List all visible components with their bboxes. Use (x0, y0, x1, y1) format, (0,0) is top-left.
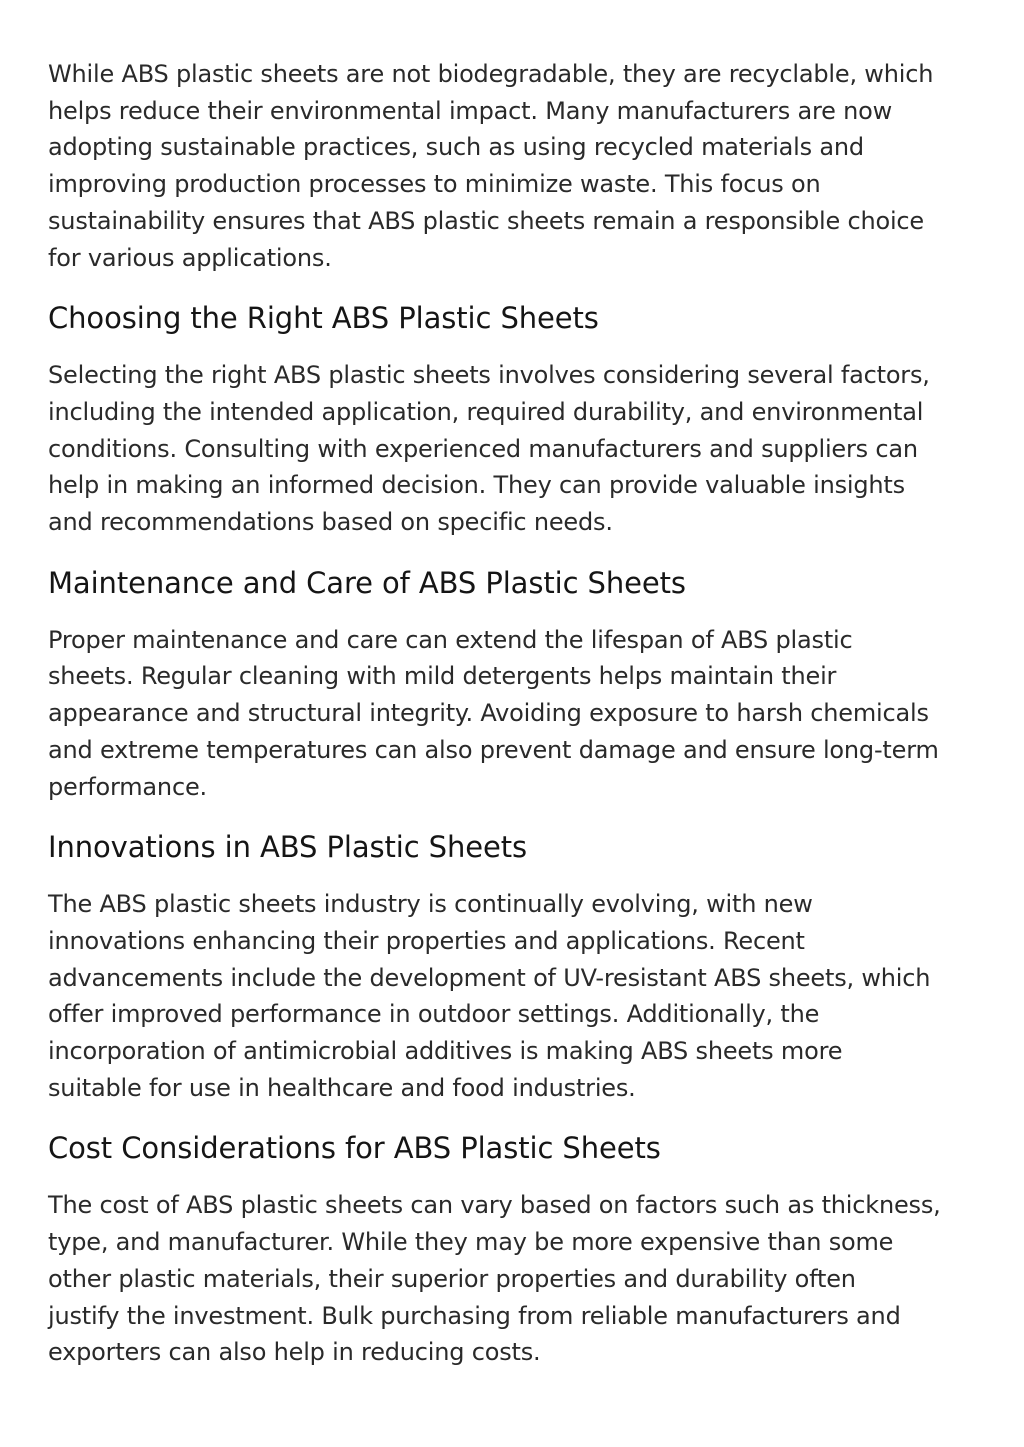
paragraph-line: helps reduce their environmental impact. Many manufacturers are now (48, 96, 893, 125)
paragraph-line: justify the investment. Bulk purchasing from reliable manufacturers and (48, 1301, 901, 1330)
section-paragraph-maintenance (48, 622, 983, 806)
paragraph-line: exporters can also help in reducing costs. (48, 1338, 541, 1367)
paragraph-line: appearance and structural integrity. Avoiding exposure to harsh chemicals (48, 699, 929, 728)
paragraph-line: The ABS plastic sheets industry is continually evolving, with new (48, 890, 813, 919)
paragraph-line: and recommendations based on specific needs. (48, 508, 613, 537)
paragraph-line: and extreme temperatures can also prevent damage and ensure long-term (48, 735, 939, 764)
paragraph-line: type, and manufacturer. While they may be more expensive than some (48, 1228, 894, 1257)
paragraph-line: for various applications. (48, 243, 332, 272)
paragraph-line: sustainability ensures that ABS plastic sheets remain a responsible choice (48, 206, 924, 235)
section-paragraph-choosing (48, 357, 983, 541)
paragraph-line: performance. (48, 772, 207, 801)
paragraph-line: offer improved performance in outdoor settings. Additionally, the (48, 1000, 820, 1029)
paragraph-line: adopting sustainable practices, such as using recycled materials and (48, 133, 864, 162)
paragraph-line: innovations enhancing their properties and applications. Recent (48, 926, 805, 955)
section-heading-innovations: Innovations in ABS Plastic Sheets (48, 830, 528, 865)
paragraph-line: including the intended application, required durability, and environmental (48, 397, 924, 426)
paragraph-line: advancements include the development of UV-resistant ABS sheets, which (48, 963, 931, 992)
document-page (48, 56, 983, 1371)
paragraph-line: The cost of ABS plastic sheets can vary based on factors such as thickness, (48, 1191, 941, 1220)
paragraph-line: incorporation of antimicrobial additives is making ABS sheets more (48, 1037, 843, 1066)
paragraph-line: Selecting the right ABS plastic sheets involves considering several factors, (48, 361, 930, 390)
section-heading-maintenance: Maintenance and Care of ABS Plastic Sheets (48, 565, 686, 600)
paragraph-line: help in making an informed decision. They can provide valuable insights (48, 471, 905, 500)
section-heading-choosing: Choosing the Right ABS Plastic Sheets (48, 301, 599, 336)
paragraph-line: sheets. Regular cleaning with mild detergents helps maintain their (48, 662, 837, 691)
section-paragraph-innovations (48, 886, 983, 1106)
paragraph-line: improving production processes to minimize waste. This focus on (48, 170, 821, 199)
intro-paragraph (48, 56, 983, 276)
paragraph-line: conditions. Consulting with experienced manufacturers and suppliers can (48, 434, 918, 463)
paragraph-line: Proper maintenance and care can extend the lifespan of ABS plastic (48, 625, 853, 654)
paragraph-line: suitable for use in healthcare and food industries. (48, 1073, 636, 1102)
paragraph-line: While ABS plastic sheets are not biodegradable, they are recyclable, which (48, 60, 934, 88)
section-paragraph-cost (48, 1187, 983, 1371)
section-heading-cost: Cost Considerations for ABS Plastic Sheets (48, 1131, 661, 1166)
paragraph-line: other plastic materials, their superior properties and durability often (48, 1264, 856, 1293)
